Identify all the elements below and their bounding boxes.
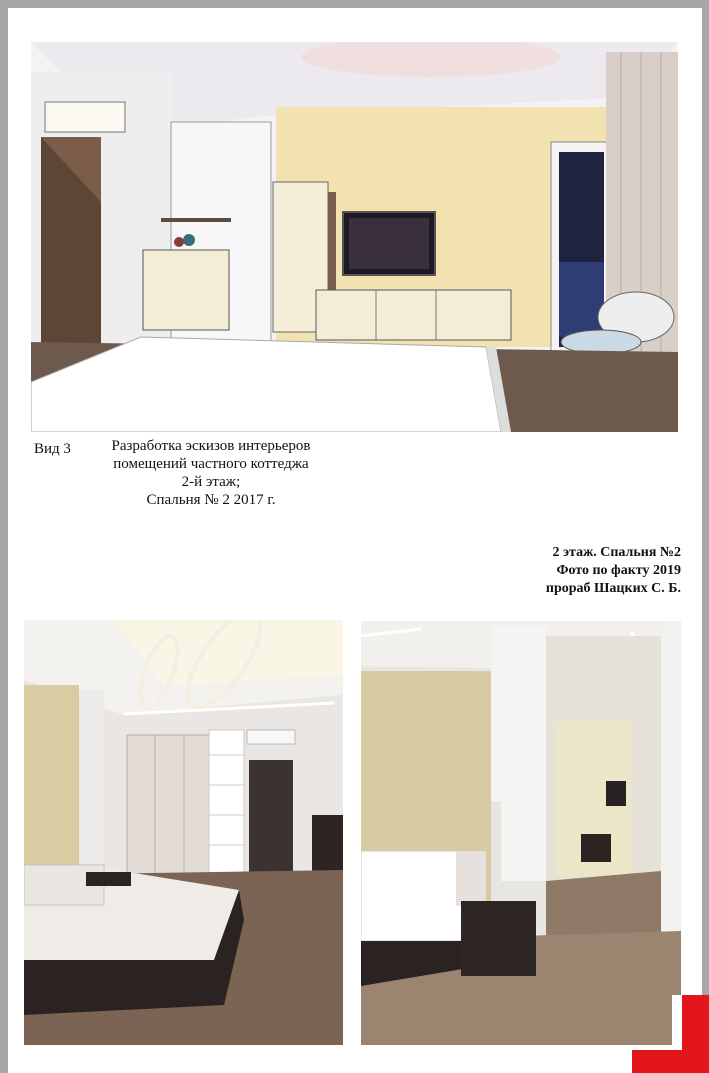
caption-line: помещений частного коттеджа bbox=[113, 456, 309, 472]
project-caption bbox=[86, 437, 336, 509]
bedroom-photo-left bbox=[24, 620, 343, 1045]
caption-line: прораб Шацких С. Б. bbox=[545, 581, 681, 596]
view-label: Вид 3 bbox=[34, 441, 71, 457]
photo-caption bbox=[461, 544, 681, 598]
bedroom-photo-right bbox=[361, 621, 681, 1045]
caption-line: Спальня № 2 2017 г. bbox=[146, 492, 276, 508]
caption-line: Разработка эскизов интерьеров bbox=[111, 438, 311, 454]
caption-line: 2 этаж. Спальня №2 bbox=[552, 545, 681, 560]
corner-logo-mark bbox=[632, 995, 709, 1073]
bedroom-sketch bbox=[31, 42, 678, 432]
caption-line: 2-й этаж; bbox=[181, 474, 241, 490]
caption-line: Фото по факту 2019 bbox=[556, 563, 681, 578]
